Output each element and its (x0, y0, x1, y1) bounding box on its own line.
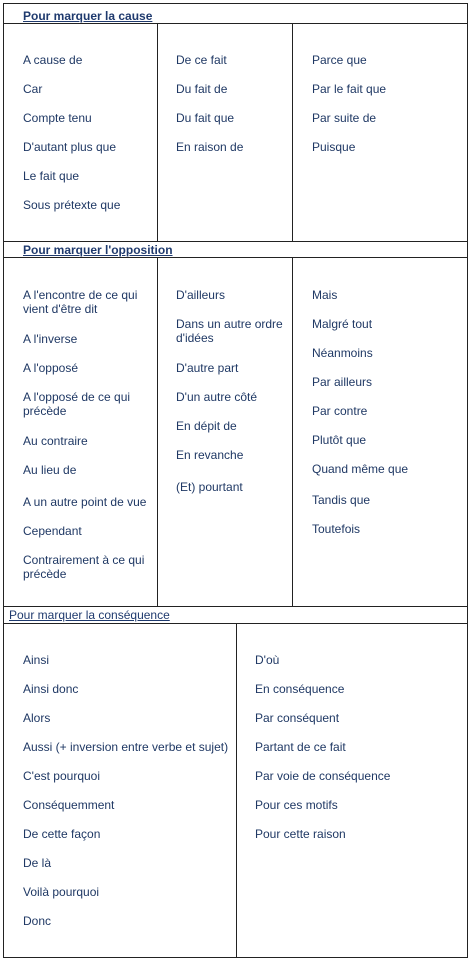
list-item: Par le fait que (312, 82, 387, 96)
list-item: Parce que (312, 53, 367, 67)
section-heading-cause: Pour marquer la cause (23, 9, 153, 23)
list-item: Plutôt que (312, 433, 367, 447)
list-item: Du fait de (176, 82, 228, 96)
list-item: Aussi (+ inversion entre verbe et sujet) (23, 740, 229, 754)
list-item: Le fait que (23, 169, 80, 183)
list-item: Ainsi donc (23, 682, 79, 696)
list-item: En revanche (176, 448, 244, 462)
row-divider (3, 23, 468, 24)
list-item: Donc (23, 914, 52, 928)
list-item: D'ailleurs (176, 288, 225, 302)
list-item: Puisque (312, 140, 356, 154)
list-item: Du fait que (176, 111, 235, 125)
list-item: A l'opposé de ce qui précède (23, 390, 131, 418)
list-item: A un autre point de vue (23, 495, 147, 509)
section-heading-consequence: Pour marquer la conséquence (9, 608, 170, 622)
list-item: De là (23, 856, 52, 870)
list-item: A l'encontre de ce qui vient d'être dit (23, 288, 138, 316)
list-item: Pour cette raison (255, 827, 346, 841)
list-item: D'où (255, 653, 280, 667)
list-item: D'autre part (176, 361, 239, 375)
list-item: Voilà pourquoi (23, 885, 100, 899)
list-item: Néanmoins (312, 346, 373, 360)
row-divider (3, 241, 468, 242)
list-item: Compte tenu (23, 111, 92, 125)
column-divider (236, 623, 237, 958)
list-item: En dépit de (176, 419, 237, 433)
list-item: En raison de (176, 140, 244, 154)
list-item: Car (23, 82, 43, 96)
section-heading-opposition: Pour marquer l'opposition (23, 243, 173, 257)
list-item: Au lieu de (23, 463, 77, 477)
list-item: Partant de ce fait (255, 740, 346, 754)
list-item: Conséquemment (23, 798, 115, 812)
list-item: Mais (312, 288, 338, 302)
list-item: Par suite de (312, 111, 377, 125)
list-item: Pour ces motifs (255, 798, 338, 812)
list-item: Sous prétexte que (23, 198, 121, 212)
list-item: Tandis que (312, 493, 371, 507)
list-item: Par conséquent (255, 711, 340, 725)
column-divider (292, 23, 293, 241)
list-item: Alors (23, 711, 51, 725)
list-item: D'un autre côté (176, 390, 258, 404)
list-item: Toutefois (312, 522, 361, 536)
list-item: Au contraire (23, 434, 88, 448)
list-item: Malgré tout (312, 317, 373, 331)
list-item: Par contre (312, 404, 368, 418)
list-item: Par voie de conséquence (255, 769, 391, 783)
list-item: (Et) pourtant (176, 480, 243, 494)
list-item: En conséquence (255, 682, 345, 696)
list-item: Ainsi (23, 653, 50, 667)
list-item: C'est pourquoi (23, 769, 101, 783)
row-divider (3, 606, 468, 607)
list-item: A l'opposé (23, 361, 79, 375)
list-item: Cependant (23, 524, 82, 538)
column-divider (292, 257, 293, 606)
column-divider (157, 257, 158, 606)
list-item: Dans un autre ordre d'idées (176, 317, 283, 345)
list-item: Par ailleurs (312, 375, 373, 389)
list-item: Quand même que (312, 462, 409, 476)
list-item: A cause de (23, 53, 83, 67)
list-item: D'autant plus que (23, 140, 117, 154)
list-item: De cette façon (23, 827, 101, 841)
list-item: De ce fait (176, 53, 227, 67)
list-item: A l'inverse (23, 332, 78, 346)
row-divider (3, 257, 468, 258)
column-divider (157, 23, 158, 241)
list-item: Contrairement à ce qui précède (23, 553, 145, 581)
